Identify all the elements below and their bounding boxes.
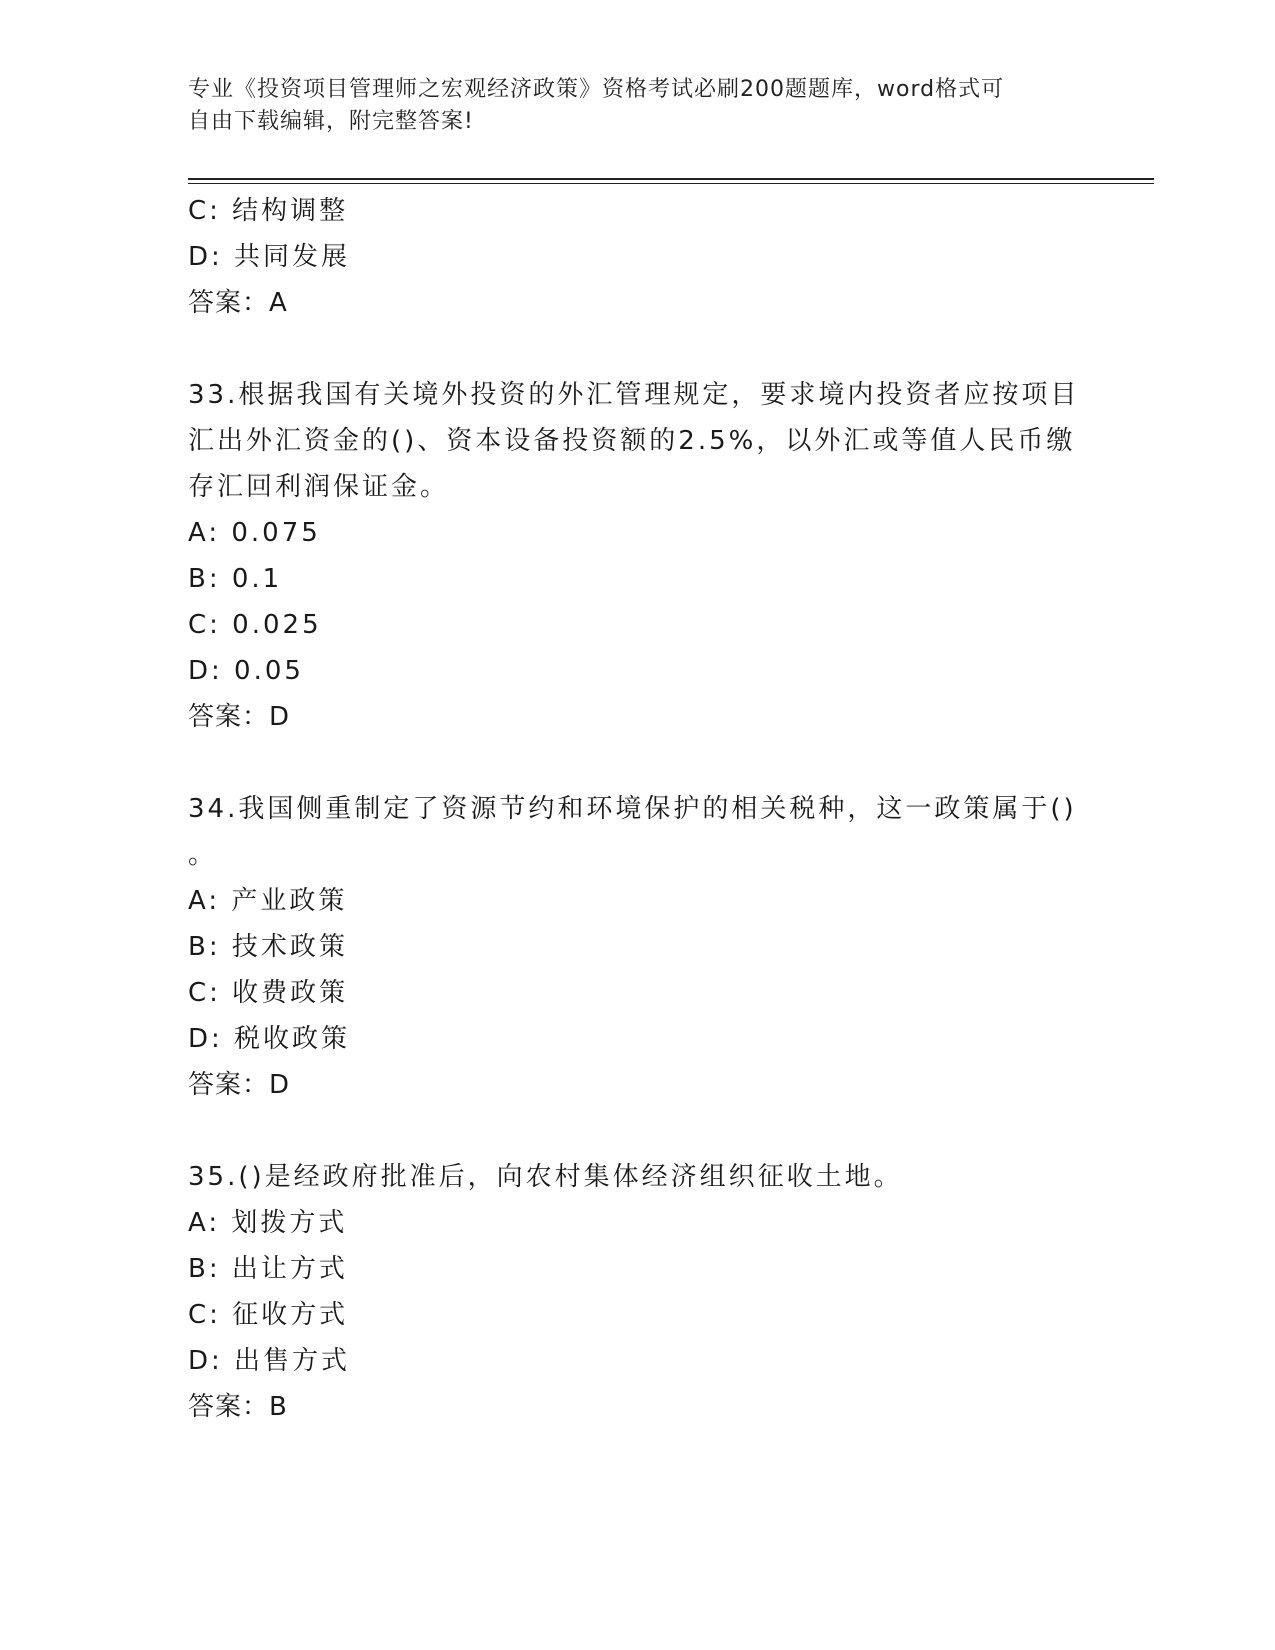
question-list [188,188,1088,1430]
header-line-2: 自由下载编辑，附完整答案! [188,109,474,134]
option-a: A: 产业政策 [188,886,348,916]
question-text-line: 。 [188,840,218,870]
answer-line: 答案：D [188,1070,291,1100]
question-35 [188,1154,1088,1430]
option-d: D: 共同发展 [188,242,351,272]
prev-question-block [188,188,1088,326]
option-b: B: 0.1 [188,564,283,594]
spacer [188,1108,1088,1154]
answer-line: 答案：D [188,702,291,732]
option-b: B: 出让方式 [188,1254,348,1284]
option-d: D: 税收政策 [188,1024,351,1054]
option-d: D: 出售方式 [188,1346,351,1376]
answer-line: 答案：B [188,1392,288,1422]
option-a: A: 划拨方式 [188,1208,348,1238]
header-rule-thin [188,183,1154,184]
spacer [188,326,1088,372]
question-text-line: 33.根据我国有关境外投资的外汇管理规定，要求境内投资者应按项目 [188,380,1080,410]
question-text-line: 35.()是经政府批准后，向农村集体经济组织征收土地。 [188,1162,903,1192]
answer-line: 答案：A [188,288,288,318]
header-line-1: 专业《投资项目管理师之宏观经济政策》资格考试必刷200题题库，word格式可 [188,77,1005,102]
question-33 [188,372,1088,740]
option-d: D: 0.05 [188,656,304,686]
question-text-line: 存汇回利润保证金。 [188,472,450,502]
option-a: A: 0.075 [188,518,321,548]
header-rule-thick [188,178,1154,180]
document-header [188,74,1068,138]
question-34 [188,786,1088,1108]
spacer [188,740,1088,786]
option-b: B: 技术政策 [188,932,348,962]
option-c: C: 收费政策 [188,978,349,1008]
option-c: C: 征收方式 [188,1300,349,1330]
question-text-line: 34.我国侧重制定了资源节约和环境保护的相关税种，这一政策属于() [188,794,1077,824]
question-text-line: 汇出外汇资金的()、资本设备投资额的2.5%，以外汇或等值人民币缴 [188,426,1076,456]
option-c: C: 0.025 [188,610,322,640]
option-c: C: 结构调整 [188,196,349,226]
